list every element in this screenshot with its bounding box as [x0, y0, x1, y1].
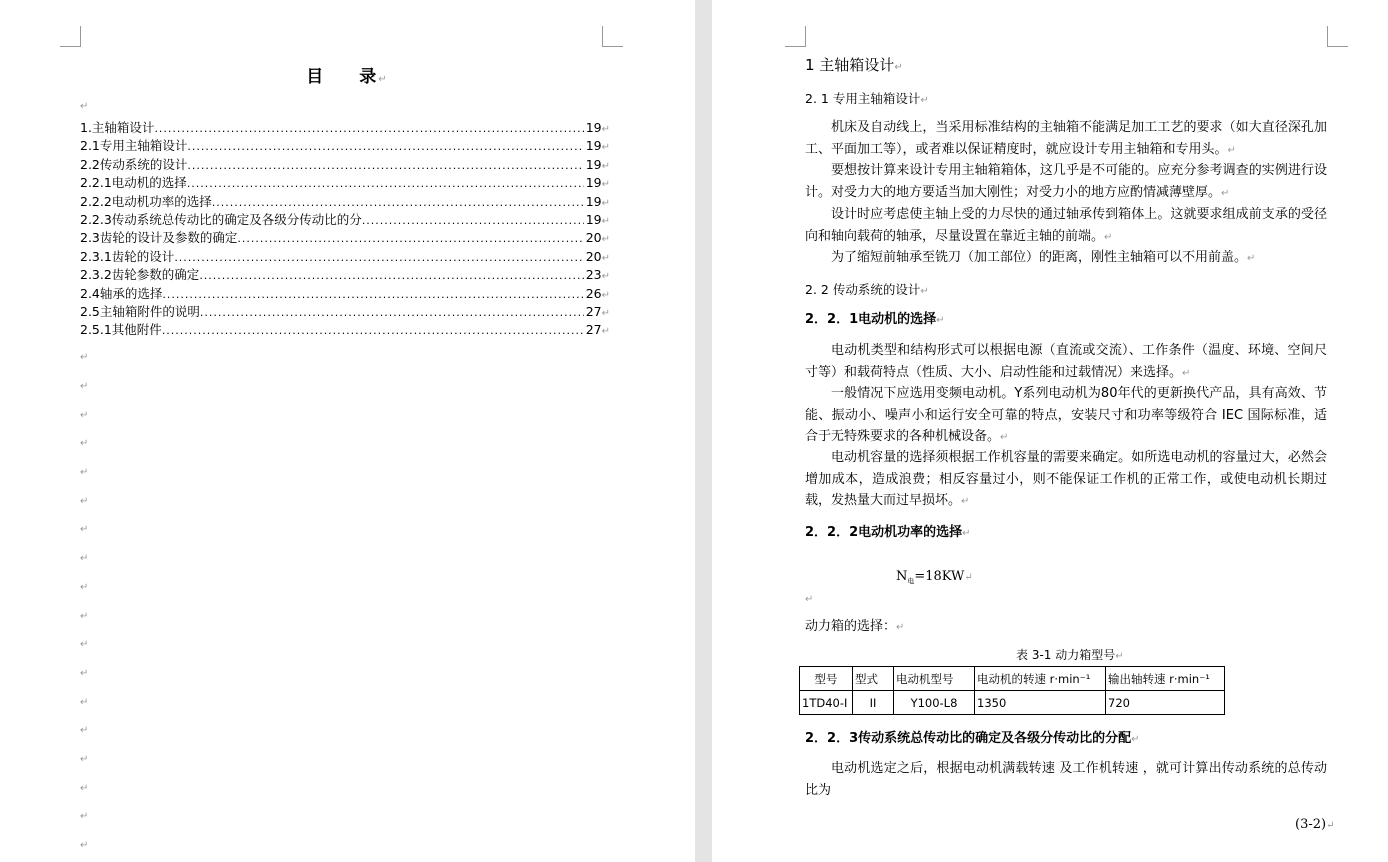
paragraph-mark-icon: ↵	[80, 611, 89, 622]
table-cell: 型式	[853, 667, 894, 691]
paragraph-mark-icon: ↵	[80, 553, 89, 564]
table-cell: 输出轴转速 r·min⁻¹	[1106, 667, 1225, 691]
body-paragraph: 机床及自动线上，当采用标准结构的主轴箱不能满足加工工艺的要求（如大直径深孔加工、平面加工等），或者难以保证精度时，就应设计专用主轴箱和专用头。↵	[805, 120, 1327, 157]
table-cell: Y100-L8	[894, 691, 975, 715]
body-paragraph: 电动机选定之后，根据电动机满载转速 及工作机转速 ，就可计算出传动系统的总传动比为	[805, 761, 1327, 798]
toc-entry[interactable]: 2.2传动系统的设计 ..... 19 ↵	[80, 156, 610, 174]
power-box-label: 动力箱的选择：↵	[805, 619, 905, 634]
paragraph-mark-icon: ↵	[80, 410, 89, 421]
toc-entry[interactable]: 2.5主轴箱附件的说明 ..... 27 ↵	[80, 303, 610, 321]
page-corner-mark	[602, 26, 623, 47]
toc-entry[interactable]: 1.主轴箱设计 ..... 19 ↵	[80, 119, 610, 137]
paragraph-mark-icon: ↵	[80, 783, 89, 794]
document-page-right	[712, 0, 1388, 862]
table-cell: II	[853, 691, 894, 715]
toc-entry[interactable]: 2.2.2电动机功率的选择 ..... 19 ↵	[80, 193, 610, 211]
power-box-table	[799, 666, 1225, 715]
heading-main-spindle-box: 1 主轴箱设计↵	[805, 56, 903, 74]
heading-motor-power: 2．2．2电动机功率的选择↵	[805, 525, 971, 540]
paragraph-mark-icon: ↵	[80, 352, 89, 363]
paragraph-mark-icon: ↵	[80, 639, 89, 650]
paragraph-mark-icon: ↵	[80, 582, 89, 593]
table-header-row	[800, 667, 1225, 691]
paragraph-mark-icon: ↵	[80, 754, 89, 765]
table-cell: 电动机型号	[894, 667, 975, 691]
toc-entry[interactable]: 2.1专用主轴箱设计 ..... 19 ↵	[80, 137, 610, 155]
paragraph-mark-icon: ↵	[80, 811, 89, 822]
table-row	[800, 691, 1225, 715]
body-paragraph: 要想按计算来设计专用主轴箱箱体，这几乎是不可能的。应充分参考调查的实例进行设计。对受力大的地方要适当加大刚性；对受力小的地方应酌情减薄壁厚。↵	[805, 163, 1327, 200]
equation-number: (3-2)↵	[1295, 817, 1335, 832]
page-corner-mark	[60, 26, 81, 47]
heading-motor-selection: 2．2．1电动机的选择↵	[805, 312, 945, 327]
page-gap	[695, 0, 712, 862]
paragraph-mark-icon: ↵	[378, 74, 389, 85]
page-corner-mark	[785, 26, 806, 47]
formula-motor-power: $N_电=18KW↵$	[896, 569, 973, 586]
table-caption: 表 3-1 动力箱型号↵	[1016, 648, 1124, 662]
toc-entry[interactable]: 2.4轴承的选择 ..... 26 ↵	[80, 285, 610, 303]
table-cell: 型号	[800, 667, 853, 691]
paragraph-mark-icon: ↵	[80, 467, 89, 478]
toc-entry[interactable]: 2.2.3传动系统总传动比的确定及各级分传动比的分 ..... 19 ↵	[80, 211, 610, 229]
body-paragraph: 设计时应考虑使主轴上受的力尽快的通过轴承传到箱体上。这就要求组成前支承的受径向和轴向载荷的轴承，尽量设置在靠近主轴的前端。↵	[805, 207, 1327, 244]
paragraph-mark-icon: ↵	[80, 697, 89, 708]
body-paragraph: 电动机容量的选择须根据工作机容量的需要来确定。如所选电动机的容量过大，必然会增加成本，造成浪费；相反容量过小，则不能保证工作机的正常工作，或使电动机长期过载，发热量大而过早损坏。↵	[805, 450, 1327, 509]
heading-transmission-ratio: 2．2．3传动系统总传动比的确定及各级分传动比的分配↵	[805, 731, 1140, 746]
table-cell: 1350	[975, 691, 1106, 715]
paragraph-mark-icon: ↵	[80, 524, 89, 535]
toc-entry[interactable]: 2.3.2齿轮参数的确定 ..... 23 ↵	[80, 266, 610, 284]
paragraph-mark-icon: ↵	[80, 668, 89, 679]
toc-entry[interactable]: 2.3齿轮的设计及参数的确定 ..... 20 ↵	[80, 229, 610, 247]
heading-special-spindle-box: 2. 1 专用主轴箱设计↵	[805, 91, 929, 106]
body-paragraph: 为了缩短前轴承至铣刀（加工部位）的距离，刚性主轴箱可以不用前盖。↵	[831, 250, 1256, 265]
toc-list	[80, 119, 610, 340]
body-paragraph: 电动机类型和结构形式可以根据电源（直流或交流）、工作条件（温度、环境、空间尺寸等）和载荷特点（性质、大小、启动性能和过载情况）来选择。↵	[805, 343, 1327, 380]
body-paragraph: 一般情况下应选用变频电动机。Y系列电动机为80年代的更新换代产品，具有高效、节能、振动小、噪声小和运行安全可靠的特点，安装尺寸和功率等级符合 IEC 国际标准，适合于无特殊要求的各种机械设备。↵	[805, 386, 1327, 445]
toc-entry[interactable]: 2.2.1电动机的选择 ..... 19 ↵	[80, 174, 610, 192]
paragraph-mark-icon: ↵	[80, 496, 89, 507]
toc-entry[interactable]: 2.3.1齿轮的设计 ..... 20 ↵	[80, 248, 610, 266]
paragraph-mark-icon: ↵	[80, 725, 89, 736]
toc-entry[interactable]: 2.5.1其他附件 ..... 27 ↵	[80, 321, 610, 339]
table-cell: 电动机的转速 r·min⁻¹	[975, 667, 1106, 691]
heading-transmission-design: 2. 2 传动系统的设计↵	[805, 282, 929, 297]
paragraph-mark-icon: ↵	[80, 438, 89, 449]
paragraph-mark-icon: ↵	[80, 840, 89, 851]
table-cell: 1TD40-I	[800, 691, 853, 715]
toc-title: 目 录↵	[306, 67, 389, 87]
empty-paragraph: ↵	[805, 594, 814, 605]
page-corner-mark	[1327, 26, 1348, 47]
table-cell: 720	[1106, 691, 1225, 715]
paragraph-mark-icon: ↵	[80, 381, 89, 392]
paragraph-mark-icon: ↵	[80, 101, 89, 112]
